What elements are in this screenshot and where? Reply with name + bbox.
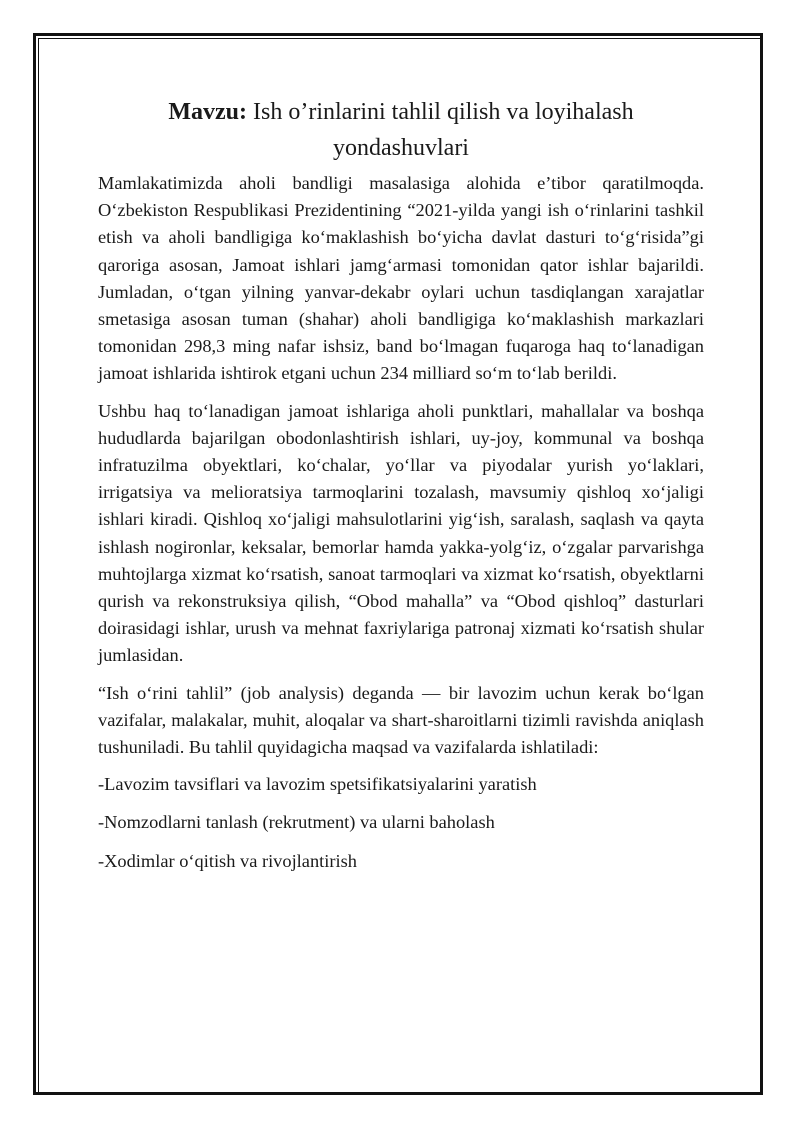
paragraph-3: “Ish o‘rini tahlil” (job analysis) deganda — bir lavozim uchun kerak bo‘lgan vazifalar, malakalar, muhit, aloqalar va shart-sharoitlarni tizimli ravishda aniqlash tushuniladi. Bu tahlil quyidagicha maqsad va vazifalarda ishlatiladi: — [98, 682, 704, 758]
paragraph-2: Ushbu haq to‘lanadigan jamoat ishlariga aholi punktlari, mahallalar va boshqa hududlarda bajarilgan obodonlashtirish ishlari, uy-joy, kommunal va boshqa infratuzilma obyektlari, ko‘chalar, yo‘llar va piyodalar yurish yo‘laklari, irrigatsiya va melioratsiya tarmoqlarini tozalash, mavsumiy qishloq xo‘jaligi ishlari kiradi. Qishloq xo‘jaligi mahsulotlarini yig‘ish, saralash, saqlash va qayta ishlash nogironlar, keksalar, bemorlar hamda yakka-yolg‘iz, o‘zgalar parvarishga muhtojlarga xizmat ko‘rsatish, sanoat tarmoqlari va xizmat ko‘rsatish, obyektlarni qurish va rekonstruksiya qilish, “Obod mahalla” va “Obod qishloq” dasturlari doirasidagi ishlar, urush va mehnat faxriylariga patronaj xizmati ko‘rsatish shular jumlasidan. — [98, 400, 704, 666]
list-item-1: -Lavozim tavsiflari va lavozim spetsifikatsiyalarini yaratish — [98, 774, 537, 795]
document-title — [98, 94, 704, 166]
list-item-2: -Nomzodlarni tanlash (rekrutment) va ularni baholash — [98, 812, 495, 833]
document-body — [98, 94, 704, 886]
title-label: Mavzu: — [168, 99, 248, 125]
list-item-3: -Xodimlar o‘qitish va rivojlantirish — [98, 850, 357, 871]
title-text: Ish o’rinlarini tahlil qilish va loyihalash yondashuvlari — [253, 99, 634, 161]
paragraph-1: Mamlakatimizda aholi bandligi masalasiga alohida e’tibor qaratilmoqda. O‘zbekiston Respublikasi Prezidentining “2021-yilda yangi ish o‘rinlarini tashkil etish va aholi bandligiga ko‘maklashish bo‘yicha davlat dasturi to‘g‘risida”gi qaroriga asosan, Jamoat ishlari jamg‘armasi tomonidan qator ishlar bajarildi. Jumladan, o‘tgan yilning yanvar-dekabr oylari uchun tasdiqlangan xarajatlar smetasiga asosan tuman (shahar) aholi bandligiga ko‘maklashish markazlari tomonidan 298,3 ming nafar ishsiz, band bo‘lmagan fuqaroga haq to‘lanadigan jamoat ishlarida ishtirok etgani uchun 234 milliard so‘m to‘lab berildi. — [98, 173, 704, 384]
